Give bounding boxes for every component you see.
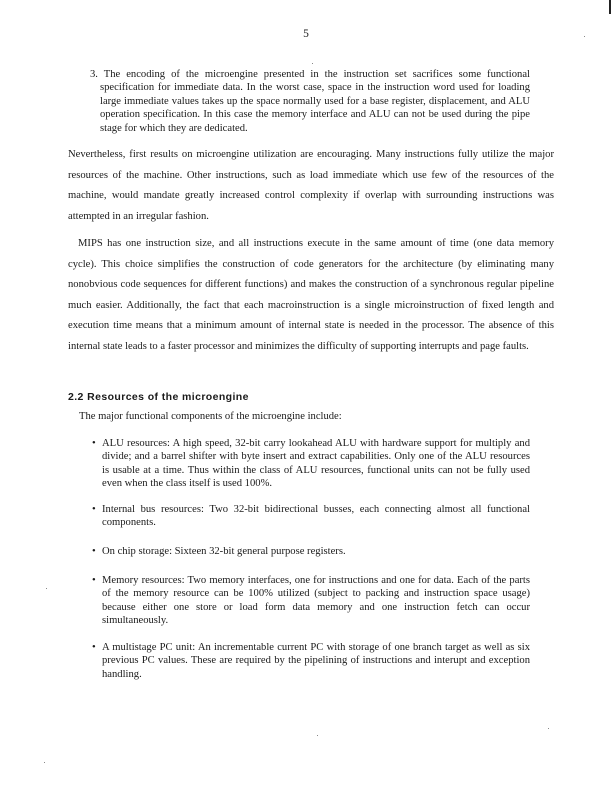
bullet-on-chip-storage <box>92 545 530 558</box>
bullet-text: Internal bus resources: Two 32-bit bidirectional busses, each connecting almost all functional components. <box>102 504 530 529</box>
bullet-text: ALU resources: A high speed, 32-bit carry lookahead ALU with hardware support for multiply and divide; and a barrel shifter with byte insert and extract capabilities. Only one of the ALU resources is usable at a time. Thus within the class of ALU resources, functional units can not be fully used even when the class itself is used 100%. <box>102 438 530 490</box>
bullet-icon: • <box>92 642 96 653</box>
scan-speck <box>317 735 318 736</box>
bullet-icon: • <box>92 438 96 449</box>
scan-speck <box>312 63 313 64</box>
bullet-icon: • <box>92 504 96 515</box>
scan-speck <box>46 588 47 589</box>
bullet-alu-resources <box>92 437 530 491</box>
scan-speck <box>584 36 585 37</box>
bullet-icon: • <box>92 575 96 586</box>
paragraph-instruction-size: MIPS has one instruction size, and all instructions execute in the same amount of time (one data memory cycle). This choice simplifies the construction of code generators for the architecture (by eliminating many nonobvious code sequences for different functions) and makes the construction of a synchronous regular pipeline much easier. Additionally, the fact that each macroinstruction is a single microinstruction of fixed length and execution time means that a minimum amount of internal state is needed in the processor. The absence of this internal state leads to a faster processor and minimizes the difficulty of supporting interrupts and page faults. <box>68 238 554 352</box>
bullet-internal-bus <box>92 503 530 530</box>
scan-speck <box>548 728 549 729</box>
bullet-text: On chip storage: Sixteen 32-bit general purpose registers. <box>102 546 346 557</box>
paragraph-utilization: Nevertheless, first results on microengine utilization are encouraging. Many instructions fully utilize the major resources of the machine. Other instructions, such as load immediate which use few of the resources of the machine, would mandate greatly increased control complexity if overlap with surrounding instructions was attempted in an irregular fashion. <box>68 149 554 222</box>
scan-edge-mark <box>609 0 611 14</box>
bullet-icon: • <box>92 546 96 557</box>
bullet-text: Memory resources: Two memory interfaces, one for instructions and one for data. Each of the parts of the memory resource can be 100% utilized (subject to packing and instruction space usage) because either one store or load form data memory and one instruction fetch can occur simultaneously. <box>102 575 530 627</box>
bullet-pc-unit <box>92 641 530 681</box>
section-intro: The major functional components of the microengine include: <box>79 411 342 422</box>
page-number: 5 <box>303 28 309 40</box>
numbered-item-3: 3. The encoding of the microengine presented in the instruction set sacrifices some functional specification for immediate data. In the worst case, space in the instruction word used for loading large immediate values takes up the space normally used for a base register, displacement, and ALU operation specification. In this case the memory interface and ALU can not be used during the pipe stage for which they are dedicated. <box>90 69 530 134</box>
section-heading: 2.2 Resources of the microengine <box>68 391 249 403</box>
scan-speck <box>44 762 45 763</box>
bullet-text: A multistage PC unit: An incrementable current PC with storage of one branch target as well as six previous PC values. These are required by the pipelining of instructions and interupt and exception handling. <box>102 642 530 680</box>
bullet-memory-resources <box>92 574 530 628</box>
